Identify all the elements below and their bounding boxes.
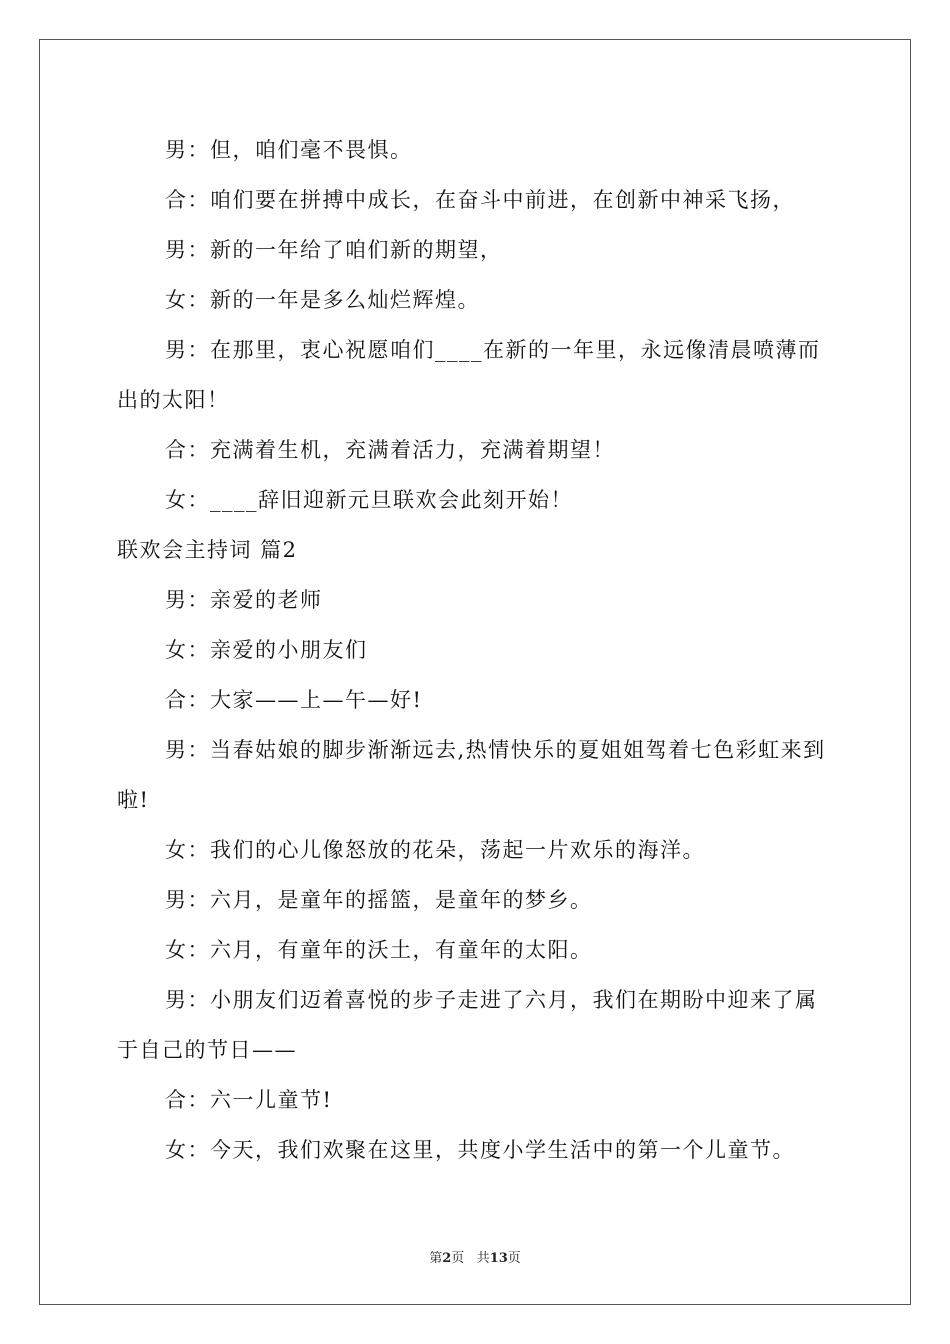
page-suffix: 页: [451, 1251, 465, 1266]
paragraph: 合：咱们要在拼搏中成长，在奋斗中前进，在创新中神采飞扬，: [165, 188, 795, 212]
paragraph: 女：六月，有童年的沃土，有童年的太阳。: [165, 938, 593, 962]
paragraph: 男：新的一年给了咱们新的期望，: [165, 238, 503, 262]
paragraph: 男：当春姑娘的脚步渐渐远去,热情快乐的夏姐姐驾着七色彩虹来到啦!: [117, 738, 826, 812]
paragraph: 女：亲爱的小朋友们: [165, 638, 368, 662]
paragraph: 女：我们的心儿像怒放的花朵，荡起一片欢乐的海洋。: [165, 838, 705, 862]
paragraph: 男：六月，是童年的摇篮，是童年的梦乡。: [165, 888, 593, 912]
section-heading: 联欢会主持词 篇2: [117, 538, 298, 562]
page-footer: [0, 1247, 950, 1266]
paragraph: 女：____辞旧迎新元旦联欢会此刻开始！: [165, 488, 573, 512]
paragraph: 男：在那里，衷心祝愿咱们____在新的一年里，永远像清晨喷薄而出的太阳！: [117, 338, 821, 412]
total-suffix: 页: [507, 1251, 521, 1266]
document-body: [117, 125, 837, 1175]
page-number: 2: [442, 1251, 452, 1266]
total-prefix: 共: [476, 1251, 490, 1266]
paragraph: 合：充满着生机，充满着活力，充满着期望！: [165, 438, 615, 462]
page-prefix: 第: [429, 1251, 443, 1266]
paragraph: 男：亲爱的老师: [165, 588, 323, 612]
total-pages: 13: [489, 1251, 508, 1266]
paragraph: 男：但，咱们毫不畏惧。: [165, 138, 413, 162]
paragraph: 女：新的一年是多么灿烂辉煌。: [165, 288, 480, 312]
paragraph: 男：小朋友们迈着喜悦的步子走进了六月，我们在期盼中迎来了属于自己的节日——: [117, 988, 818, 1062]
paragraph: 合：大家——上—午—好!: [165, 688, 423, 712]
paragraph: 女：今天，我们欢聚在这里，共度小学生活中的第一个儿童节。: [165, 1138, 795, 1162]
paragraph: 合：六一儿童节!: [165, 1088, 333, 1112]
